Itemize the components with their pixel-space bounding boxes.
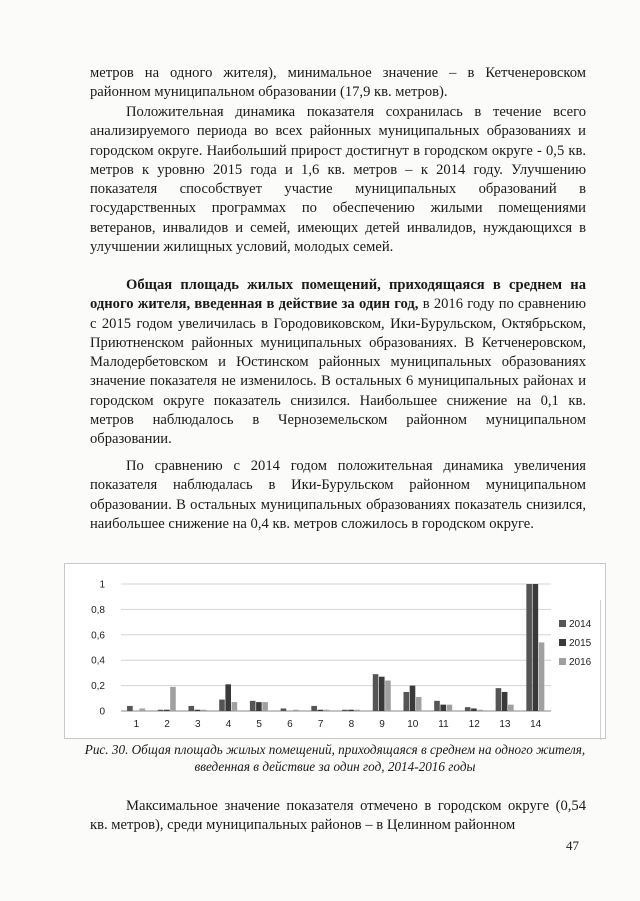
bar-2014-2 — [158, 710, 164, 711]
bar-2014-6 — [281, 708, 287, 711]
bar-2015-12 — [471, 708, 477, 711]
paragraph-4: По сравнению с 2014 годом положительная динамика увеличения показателя наблюдалась в Ики-Бурульском районном муниципальном образовании. В остальных муниципальных образованиях показатель снизился, наибольшее снижение на 0,4 кв. метров сложилось в городском округе. — [90, 458, 586, 532]
x-tick-label: 9 — [379, 719, 385, 730]
bar-2014-8 — [342, 710, 348, 711]
bar-2016-2 — [170, 687, 176, 711]
paragraph-1: метров на одного жителя), минимальное значение – в Кетченеровском районном муниципальном образовании (17,9 кв. метров). — [90, 65, 586, 101]
bar-2016-13 — [508, 705, 514, 711]
bar-2015-10 — [410, 686, 416, 711]
bar-2016-4 — [232, 702, 238, 711]
figure-caption-line-2: введенная в действие за один год, 2014-2016 годы — [194, 759, 476, 774]
bar-2016-11 — [447, 705, 453, 711]
paragraph-3 — [90, 276, 586, 450]
bar-2014-1 — [127, 706, 133, 711]
bar-2015-4 — [225, 684, 231, 711]
x-tick-label: 2 — [164, 719, 170, 730]
bar-2014-12 — [465, 707, 471, 711]
x-tick-label: 3 — [195, 719, 201, 730]
bar-2014-14 — [526, 584, 532, 711]
bar-chart — [64, 563, 606, 739]
y-tick-label: 0,6 — [91, 630, 105, 642]
bar-2016-14 — [539, 642, 545, 711]
legend-label-2014: 2014 — [569, 619, 592, 630]
y-tick-label: 1 — [99, 579, 105, 591]
bar-2015-9 — [379, 677, 385, 711]
x-tick-label: 11 — [438, 719, 449, 730]
paragraph-3-bold: Общая площадь жилых помещений, приходящаяся в среднем на одного жителя, введенная в действие за один год, — [90, 277, 586, 313]
y-tick-label: 0,4 — [91, 655, 105, 667]
bar-2016-8 — [354, 710, 360, 711]
bar-2015-7 — [318, 710, 324, 711]
scan-edge-mark — [600, 600, 601, 740]
legend-swatch-2016 — [559, 658, 566, 665]
bar-2015-5 — [256, 702, 262, 711]
legend-swatch-2014 — [559, 620, 566, 627]
legend-label-2016: 2016 — [569, 657, 592, 668]
bar-2016-1 — [139, 708, 145, 711]
bar-2014-13 — [496, 688, 502, 711]
legend-swatch-2015 — [559, 639, 566, 646]
bar-2015-13 — [502, 692, 508, 711]
x-tick-label: 13 — [499, 719, 511, 730]
bar-2016-3 — [201, 710, 207, 711]
bar-2014-4 — [219, 700, 225, 711]
bar-2014-7 — [311, 706, 317, 711]
bar-2016-9 — [385, 681, 391, 711]
bar-2015-14 — [533, 584, 539, 711]
paragraph-5: Максимальное значение показателя отмечено в городском округе (0,54 кв. метров), среди муниципальных районов – в Целинном районном — [90, 798, 586, 834]
x-tick-label: 1 — [133, 719, 140, 730]
bar-2016-6 — [293, 710, 299, 711]
figure-caption-line-1: Рис. 30. Общая площадь жилых помещений, приходящаяся в среднем на одного жителя, — [84, 742, 586, 757]
bar-2014-11 — [434, 701, 440, 711]
chart-svg — [65, 564, 605, 738]
page-number: 47 — [566, 838, 579, 853]
x-tick-label: 5 — [256, 719, 262, 730]
bar-2014-3 — [188, 706, 194, 711]
paragraph-3-rest: в 2016 году по сравнению с 2015 годом увеличилась в Городовиковском, Ики-Бурульском, Октябрьском, Приютненском районных муниципальных образованиях. В Кетченеровском, Малодербетовском и Юстинском районных муниципальных образованиях значение показателя не изменилось. В остальных 6 муниципальных районах и городском округе показатель снизился. Наибольшее снижение на 0,1 кв. метров наблюдалось в Черноземельском районном муниципальном образовании. — [90, 296, 586, 448]
bar-2014-10 — [403, 692, 409, 711]
bar-2016-10 — [416, 697, 422, 711]
x-tick-label: 8 — [348, 719, 355, 730]
bar-2016-12 — [477, 710, 483, 711]
bar-2015-11 — [440, 705, 446, 711]
bar-2015-2 — [164, 710, 170, 711]
bar-2016-7 — [324, 710, 330, 711]
bar-2014-5 — [250, 701, 256, 711]
y-tick-label: 0,2 — [91, 681, 105, 693]
y-tick-label: 0 — [99, 706, 105, 718]
x-tick-label: 14 — [530, 719, 542, 730]
paragraph-2: Положительная динамика показателя сохранилась в течение всего анализируемого периода во всех районных муниципальных образованиях и городском округе. Наибольший прирост достигнут в городском округе - 0,5 кв. метров к уровню 2015 года и 1,6 кв. метров – к 2014 году. Улучшению показателя способствует участие муниципальных образований в государственных программах по обеспечению жилыми помещениями ветеранов, инвалидов и семей, имеющих детей инвалидов, нуждающихся в улучшении жилищных условий, молодых семей. — [90, 104, 586, 256]
x-tick-label: 6 — [287, 719, 293, 730]
x-tick-label: 10 — [407, 719, 419, 730]
x-tick-label: 12 — [468, 719, 480, 730]
bar-2016-5 — [262, 702, 268, 711]
bar-2015-8 — [348, 710, 354, 711]
bar-2015-3 — [195, 710, 201, 711]
bar-2014-9 — [373, 674, 379, 711]
legend-label-2015: 2015 — [569, 638, 592, 649]
y-tick-label: 0,8 — [91, 604, 105, 616]
x-tick-label: 7 — [317, 719, 324, 730]
x-tick-label: 4 — [225, 719, 232, 730]
